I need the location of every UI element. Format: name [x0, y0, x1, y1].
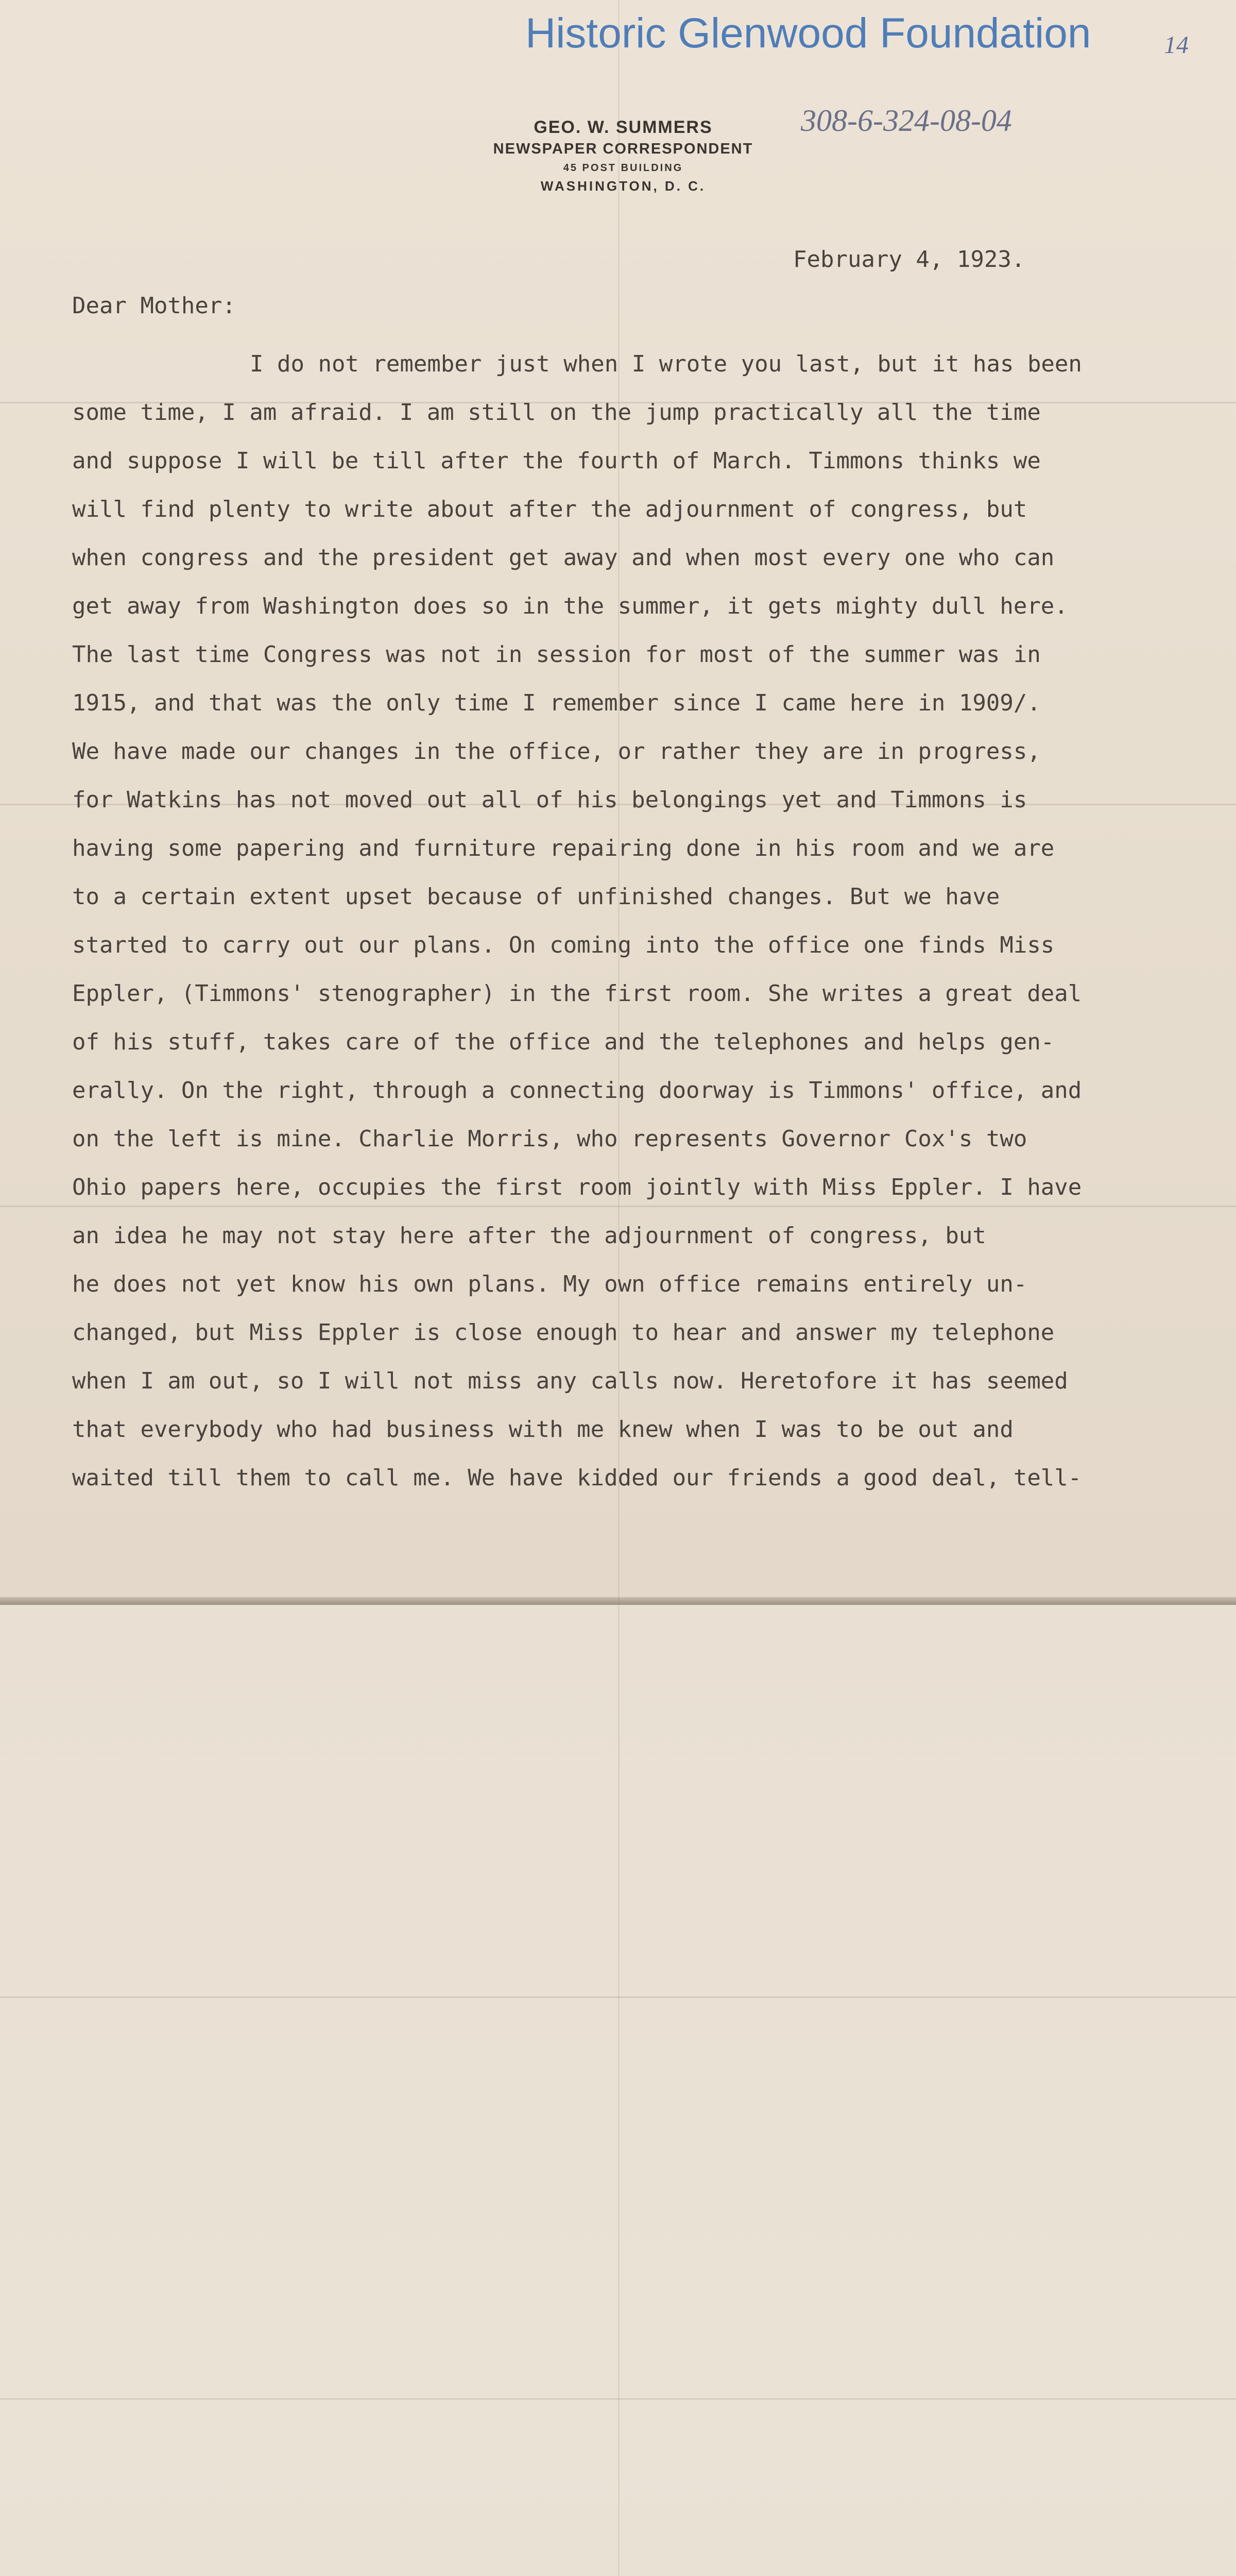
letter-line: he does not yet know his own plans. My own office remains entirely un-: [72, 1271, 1027, 1297]
letter-salutation: Dear Mother:: [72, 293, 236, 319]
letter-line: Ohio papers here, occupies the first room jointly with Miss Eppler. I have: [72, 1174, 1082, 1200]
letter-line: and suppose I will be till after the fourth of March. Timmons thinks we: [72, 448, 1041, 474]
letter-line: on the left is mine. Charlie Morris, who represents Governor Cox's two: [72, 1126, 1027, 1152]
archive-code: 308-6-324-08-04: [801, 104, 1012, 138]
letter-line: some time, I am afraid. I am still on the jump practically all the time: [72, 399, 1041, 426]
letter-line: when I am out, so I will not miss any calls now. Heretofore it has seemed: [72, 1368, 1068, 1394]
letter-line: to a certain extent upset because of unfinished changes. But we have: [72, 884, 1000, 910]
letterhead-title: NEWSPAPER CORRESPONDENT: [493, 141, 753, 157]
letterhead-city: WASHINGTON, D. C.: [540, 178, 706, 194]
letterhead-name: GEO. W. SUMMERS: [534, 117, 713, 137]
letterhead-address: 45 POST BUILDING: [563, 162, 683, 174]
page-number-mark: 14: [1164, 31, 1189, 59]
letter-line: The last time Congress was not in session for most of the summer was in: [72, 641, 1041, 668]
letter-line: of his stuff, takes care of the office and the telephones and helps gen-: [72, 1029, 1055, 1055]
letter-line: will find plenty to write about after the adjournment of congress, but: [72, 496, 1027, 522]
letter-line: get away from Washington does so in the summer, it gets mighty dull here.: [72, 593, 1068, 619]
letter-line: changed, but Miss Eppler is close enough to hear and answer my telephone: [72, 1319, 1055, 1346]
letter-body-page-1: [72, 340, 1174, 1502]
paper-fold-vertical: [618, 0, 620, 2576]
letter-line: when congress and the president get away and when most every one who can: [72, 545, 1055, 571]
letter-line: 1915, and that was the only time I remember since I came here in 1909/.: [72, 690, 1041, 716]
foundation-watermark: Historic Glenwood Foundation: [525, 10, 1091, 57]
letter-date: February 4, 1923.: [793, 246, 1025, 273]
letterhead: [453, 116, 793, 195]
letter-line: waited till them to call me. We have kidded our friends a good deal, tell-: [72, 1465, 1082, 1491]
letter-line: for Watkins has not moved out all of his belongings yet and Timmons is: [72, 787, 1027, 813]
letter-line: that everybody who had business with me knew when I was to be out and: [72, 1416, 1014, 1443]
letter-line: started to carry out our plans. On coming into the office one finds Miss: [72, 932, 1055, 958]
letter-line: We have made our changes in the office, or rather they are in progress,: [72, 738, 1041, 765]
letter-line: I do not remember just when I wrote you last, but it has been: [250, 351, 1082, 377]
letter-line: Eppler, (Timmons' stenographer) in the first room. She writes a great deal: [72, 980, 1082, 1007]
letter-line: erally. On the right, through a connecting doorway is Timmons' office, and: [72, 1077, 1082, 1104]
letter-line: having some papering and furniture repairing done in his room and we are: [72, 835, 1055, 861]
letter-line: an idea he may not stay here after the adjournment of congress, but: [72, 1223, 986, 1249]
